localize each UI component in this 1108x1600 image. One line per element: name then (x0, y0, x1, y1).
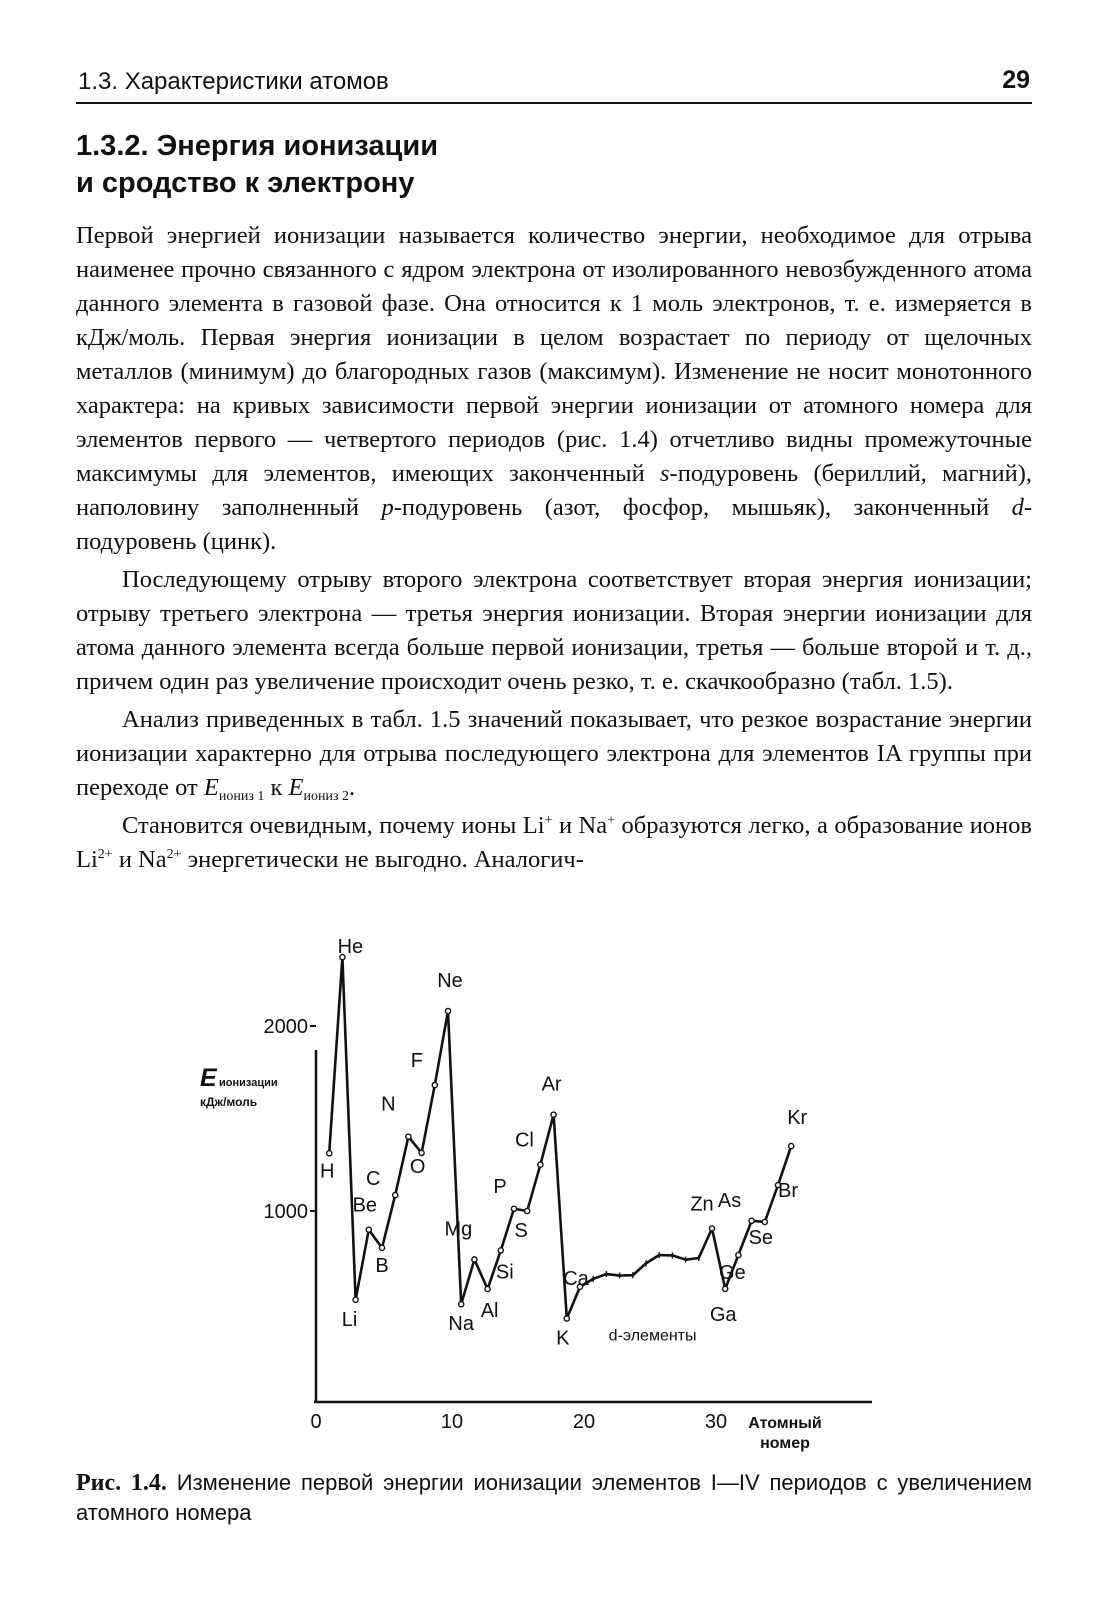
p4-sup-3: 2+ (97, 847, 113, 862)
point-label-ar: Ar (541, 1073, 562, 1096)
p3-subscript-1: иониз 1 (218, 789, 265, 804)
data-point (789, 1143, 794, 1148)
point-label-as: As (717, 1189, 742, 1212)
point-label-se: Se (748, 1226, 774, 1249)
x-tick-label: 30 (704, 1411, 728, 1433)
p1-text-e: -подуровень (цинк). (76, 494, 1032, 555)
point-label-li: Li (341, 1308, 358, 1331)
ionization-energy-chart (200, 936, 910, 1460)
paragraph-2: Последующему отрыву второго электрона соответствует вторая энергия ионизации; отрыву третьего электрона — третья энергия ионизации. Вторая энергии ионизации для атома данного элемента всегда больше первой ионизации, третья — больше второй и т. д., причем один раз увеличение происходит очень резко, т. е. скачкообразно (табл. 1.5). (76, 566, 1032, 695)
data-point (709, 1226, 714, 1231)
y-tick-label: 2000 (263, 1016, 308, 1038)
data-point (432, 1082, 437, 1087)
x-tick-label: 10 (440, 1411, 464, 1433)
point-label-cl: Cl (514, 1129, 534, 1152)
paragraph-4 (76, 809, 1032, 877)
data-point (736, 1252, 741, 1257)
x-axis-label-line2: номер (760, 1435, 810, 1452)
p3-subscript-2: иониз 2 (303, 789, 349, 804)
point-label-he: He (337, 936, 364, 959)
p1-italic-p: p (381, 494, 394, 521)
point-label-si: Si (495, 1261, 514, 1284)
data-point (472, 1257, 477, 1262)
data-point (459, 1302, 464, 1307)
point-label-ge: Ge (719, 1262, 746, 1285)
p4-sup-1: + (544, 813, 553, 828)
section-title-line2: и сродство к электрону (76, 167, 415, 199)
point-label-al: Al (480, 1300, 499, 1323)
section-title (76, 128, 976, 202)
figure-ionization-chart (200, 936, 910, 1460)
page-number: 29 (1002, 66, 1030, 94)
y-axis-label-unit: кДж/моль (200, 1095, 258, 1109)
data-point (406, 1134, 411, 1139)
p4-sup-2: + (607, 813, 616, 828)
p4-sup-4: 2+ (166, 847, 182, 862)
running-head (76, 64, 1032, 104)
point-label-o: O (409, 1155, 426, 1178)
point-label-mg: Mg (444, 1218, 473, 1241)
point-label-c: C (365, 1168, 381, 1191)
data-point (511, 1206, 516, 1211)
point-label-be: Be (352, 1194, 378, 1217)
data-point (749, 1218, 754, 1223)
caption-label: Рис. 1.4. (76, 1470, 167, 1496)
point-label-k: K (556, 1327, 570, 1350)
section-title-line1: 1.3.2. Энергия ионизации (76, 130, 439, 162)
data-point (498, 1248, 503, 1253)
point-label-p: P (493, 1175, 507, 1198)
p1-italic-d: d (1011, 494, 1024, 521)
y-axis-label-symbol: E (200, 1064, 217, 1092)
point-label-zn: Zn (690, 1193, 714, 1216)
p3-energy-symbol-1: E (203, 774, 219, 801)
caption-text: Изменение первой энергии ионизации элементов I—IV периодов с увеличением атомного номера (76, 1470, 1033, 1525)
p1-italic-s: s (660, 460, 670, 487)
figure-caption (76, 1468, 1032, 1527)
p3-energy-symbol-2: E (288, 774, 304, 801)
y-axis-label-sub: ионизации (219, 1077, 278, 1089)
p4-text-d: и Na (112, 846, 167, 873)
point-label-br: Br (778, 1180, 798, 1203)
point-label-na: Na (448, 1313, 474, 1336)
data-point (485, 1286, 490, 1291)
p4-text-b: и Na (552, 812, 608, 839)
point-label-h: H (319, 1160, 335, 1183)
data-point (525, 1208, 530, 1213)
point-label-b: B (375, 1254, 389, 1277)
paragraph-3 (76, 703, 1032, 805)
data-point (564, 1316, 569, 1321)
d-elements-annotation: d-элементы (608, 1327, 697, 1345)
data-point (762, 1219, 767, 1224)
data-point (445, 1008, 450, 1013)
p4-text-c: образуются легко, а образование ионов Li (76, 812, 1032, 873)
point-label-f: F (410, 1050, 423, 1073)
data-point (419, 1150, 424, 1155)
p3-text-a: Анализ приведенных в табл. 1.5 значений показывает, что резкое возрастание энергии ионизации характерно для отрыва последующего электрона для элементов IA группы при переходе от (76, 706, 1032, 801)
point-label-n: N (381, 1093, 396, 1116)
point-label-ne: Ne (437, 970, 463, 993)
point-label-ga: Ga (709, 1303, 737, 1326)
y-tick-label: 1000 (263, 1201, 308, 1223)
data-point (327, 1151, 332, 1156)
data-point (551, 1112, 556, 1117)
data-point (538, 1162, 543, 1167)
p1-text-b: -подуровень (бериллий, магний), наполовину заполненный (76, 460, 1033, 521)
data-point (353, 1297, 358, 1302)
p3-text-c: . (349, 774, 356, 801)
p4-text-e: энергетически не выгодно. Аналогич- (181, 846, 584, 873)
body-text (76, 219, 1032, 881)
data-point (723, 1286, 728, 1291)
paragraph-1 (76, 219, 1032, 559)
point-label-kr: Kr (787, 1107, 808, 1130)
p1-text-a: Первой энергией ионизации называется количество энергии, необходимое для отрыва наименее прочно связанного с ядром электрона от изолированного невозбужденного атома данного элемента в газовой фазе. Она относится к 1 моль электронов, т. е. измеряется в кДж/моль. Первая энергия ионизации в целом возрастает по периоду от щелочных металлов (минимум) до благородных газов (максимум). Изменение не носит монотонного характера: на кривых зависимости первой энергии ионизации от атомного номера для элементов первого — четвертого периодов (рис. 1.4) отчетливо видны промежуточные максимумы для элементов, имеющих законченный (76, 222, 1032, 487)
running-title: 1.3. Характеристики атомов (78, 68, 389, 95)
p4-text-a: Становится очевидным, почему ионы Li (122, 812, 545, 839)
p3-text-b: к (264, 774, 289, 801)
point-label-s: S (514, 1220, 528, 1242)
data-point (366, 1227, 371, 1232)
data-point (379, 1245, 384, 1250)
x-tick-label: 0 (310, 1411, 322, 1433)
p1-text-c: -подуровень (азот, фосфор, мышьяк), законченный (393, 494, 1012, 521)
x-tick-label: 20 (572, 1411, 596, 1433)
data-point (393, 1192, 398, 1197)
x-axis-label-line1: Атомный (748, 1415, 822, 1432)
point-label-ca: Ca (563, 1267, 589, 1290)
